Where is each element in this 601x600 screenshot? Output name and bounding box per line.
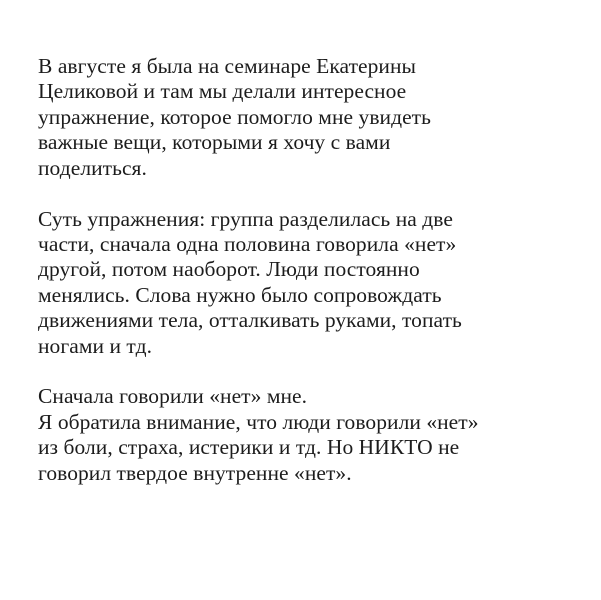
text-line: Целиковой и там мы делали интересное: [38, 79, 407, 104]
text-line: говорил твердое внутренне «нет».: [38, 460, 352, 485]
text-line: из боли, страха, истерики и тд. Но НИКТО не: [38, 435, 460, 460]
text-line: движениями тела, отталкивать руками, топать: [38, 308, 462, 333]
text-line: ногами и тд.: [38, 333, 153, 358]
text-line: поделиться.: [38, 155, 147, 180]
text-line: Я обратила внимание, что люди говорили «нет»: [38, 409, 479, 434]
text-line: упражнение, которое помогло мне увидеть: [38, 104, 431, 129]
paragraph-seminar-intro: [38, 54, 578, 181]
text-line: важные вещи, которыми я хочу с вами: [38, 130, 391, 155]
text-line: части, сначала одна половина говорила «нет»: [38, 231, 457, 256]
paragraph-observation: [38, 384, 578, 486]
text-line: Суть упражнения: группа разделилась на две: [38, 206, 453, 231]
document-text: [38, 54, 578, 486]
text-line: другой, потом наоборот. Люди постоянно: [38, 257, 420, 282]
paragraph-exercise-description: [38, 207, 578, 359]
text-line: Сначала говорили «нет» мне.: [38, 384, 308, 409]
text-line: менялись. Слова нужно было сопровождать: [38, 282, 442, 307]
text-line: В августе я была на семинаре Екатерины: [38, 54, 417, 78]
